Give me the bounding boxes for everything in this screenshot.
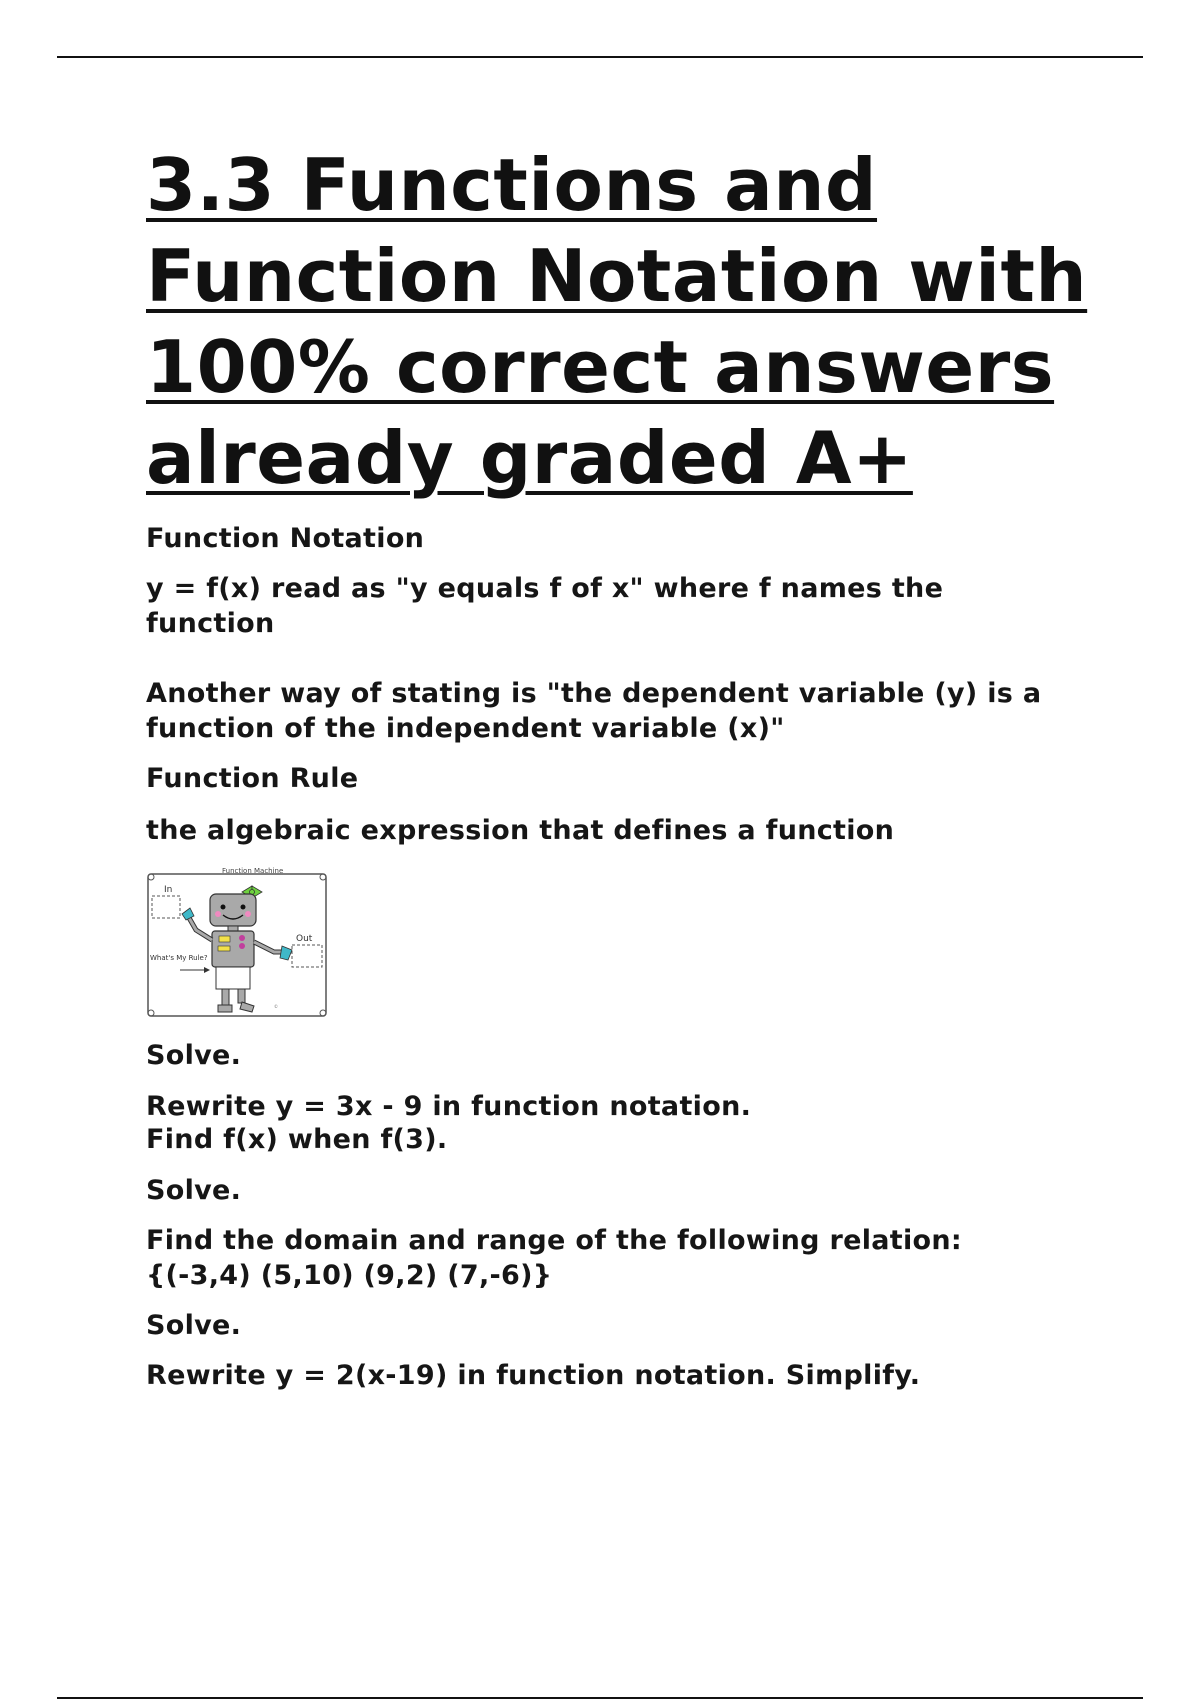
text-line: Another way of stating is "the dependent variable (y) is a: [146, 678, 1042, 709]
text-line: Solve.: [146, 1040, 242, 1071]
figure-in-label: In: [164, 885, 173, 895]
figure-caption: Function Machine: [222, 867, 284, 875]
section-heading-function-notation: [146, 521, 1106, 556]
text-line: Rewrite y = 3x - 9 in function notation.: [146, 1091, 752, 1122]
problem-paragraph: [146, 1223, 1106, 1293]
text-line: Function Rule: [146, 763, 359, 794]
definition-paragraph: [146, 676, 1106, 746]
text-line: {(-3,4) (5,10) (9,2) (7,-6)}: [146, 1260, 553, 1291]
section-heading-solve: [146, 1308, 1106, 1343]
title-line: already graded A+: [146, 416, 913, 500]
problem-paragraph: [146, 1090, 1106, 1156]
svg-text:©: ©: [274, 1004, 278, 1009]
text-line: Find the domain and range of the following relation:: [146, 1225, 963, 1256]
text-line: y = f(x) read as "y equals f of x" where f names the: [146, 573, 944, 604]
title-line: 100% correct answers: [146, 325, 1055, 409]
title-line: 3.3 Functions and: [146, 143, 878, 227]
text-line: Solve.: [146, 1175, 242, 1206]
text-line: Solve.: [146, 1310, 242, 1341]
title-line: Function Notation with: [146, 234, 1088, 318]
section-heading-function-rule: [146, 761, 1106, 796]
problem-paragraph: [146, 1358, 1106, 1393]
text-line: Rewrite y = 2(x-19) in function notation. Simplify.: [146, 1360, 921, 1391]
figure-out-label: Out: [296, 934, 313, 944]
document-body: [146, 140, 1106, 1393]
definition-paragraph: [146, 571, 1106, 641]
text-line: Find f(x) when f(3).: [146, 1124, 448, 1155]
figure-rule-label: What's My Rule?: [150, 954, 208, 962]
text-line: the algebraic expression that defines a function: [146, 815, 895, 846]
page-title: [146, 140, 1106, 504]
section-heading-solve: [146, 1173, 1106, 1208]
text-line: function of the independent variable (x)": [146, 713, 785, 744]
bottom-rule: [57, 1697, 1143, 1699]
text-line: function: [146, 608, 275, 639]
definition-paragraph: [146, 813, 1106, 848]
robot-function-machine-icon: [146, 866, 328, 1020]
text-line: Function Notation: [146, 523, 425, 554]
section-heading-solve: [146, 1038, 1106, 1073]
top-rule: [57, 56, 1143, 58]
